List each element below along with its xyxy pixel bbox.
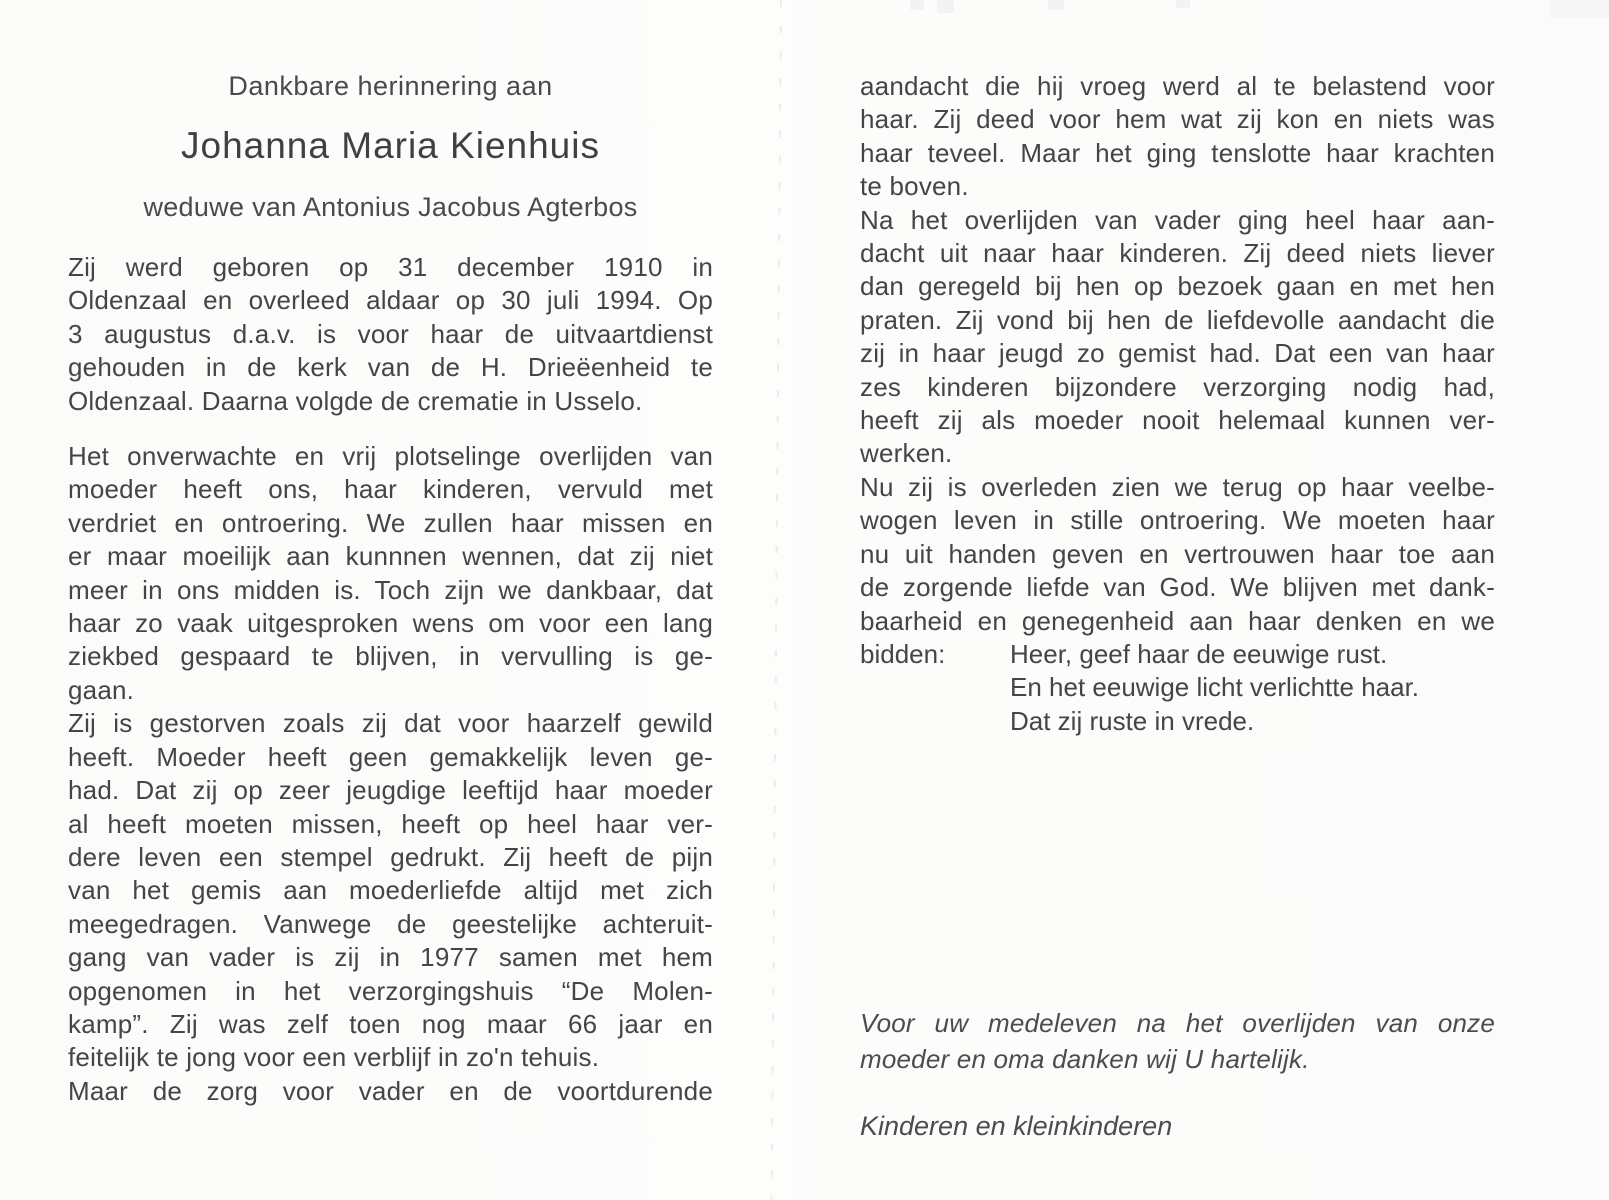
text-line: Het onverwachte en vrij plotselinge overlijden van	[68, 441, 713, 472]
scan-artifact	[1048, 0, 1064, 10]
text-line: moeder heeft ons, haar kinderen, vervuld met	[68, 474, 713, 505]
scan-artifact	[910, 0, 924, 10]
text-line: al heeft moeten missen, heeft op heel haar ver-	[68, 808, 713, 839]
text-line: zes kinderen bijzondere verzorging nodig had,	[860, 371, 1495, 402]
text-line: heeft. Moeder heeft geen gemakkelijk leven ge-	[68, 741, 713, 772]
text-line: verdriet en ontroering. We zullen haar missen en	[68, 507, 713, 538]
text-line: Oldenzaal en overleed aldaar op 30 juli 1994. Op	[68, 285, 713, 316]
prayer-line: Dat zij ruste in vrede.	[1010, 705, 1255, 736]
text-line: opgenomen in het verzorgingshuis “De Molen-	[68, 975, 713, 1006]
text-line: haar. Zij deed voor hem wat zij kon en niets was	[860, 104, 1495, 135]
signature-line: Kinderen en kleinkinderen	[860, 1111, 1173, 1142]
left-body-paragraph	[68, 440, 713, 1108]
text-line: meer in ons midden is. Toch zijn we dankbaar, dat	[68, 574, 713, 605]
text-line: kamp”. Zij was zelf toen nog maar 66 jaar en	[68, 1008, 713, 1039]
text-line: Voor uw medeleven na het overlijden van onze	[860, 1008, 1495, 1039]
text-line: moeder en oma danken wij U hartelijk.	[860, 1044, 1310, 1075]
scan-artifact	[1550, 0, 1609, 18]
text-line: meegedragen. Vanwege de geestelijke achteruit-	[68, 908, 713, 939]
text-line: zij in haar jeugd zo gemist had. Dat een van haar	[860, 338, 1495, 369]
prayer-intro-line	[860, 638, 1495, 671]
prayer-line: En het eeuwige licht verlichtte haar.	[1010, 672, 1420, 703]
text-line: de zorgende liefde van God. We blijven met dank-	[860, 572, 1495, 603]
right-page	[860, 70, 1495, 1143]
text-line: wogen leven in stille ontroering. We moeten haar	[860, 505, 1495, 536]
fold-line	[771, 0, 782, 1200]
text-line: haar teveel. Maar het ging tenslotte haar krachten	[860, 137, 1495, 168]
text-line: van het gemis aan moederliefde altijd met zich	[68, 875, 713, 906]
right-body-paragraph	[860, 70, 1495, 638]
left-page	[68, 70, 713, 1108]
text-line: baarheid en genegenheid aan haar denken en we	[860, 605, 1495, 636]
text-line: dere leven een stempel gedrukt. Zij heeft de pijn	[68, 841, 713, 872]
text-line: dan geregeld bij hen op bezoek gaan en met hen	[860, 271, 1495, 302]
prayer-block	[860, 638, 1495, 738]
text-line: Maar de zorg voor vader en de voortdurende	[68, 1075, 713, 1106]
text-line: werken.	[860, 438, 953, 469]
text-line: Zij werd geboren op 31 december 1910 in	[68, 252, 713, 282]
text-line: dacht uit naar haar kinderen. Zij deed niets liever	[860, 238, 1495, 269]
prayer-line: Heer, geef haar de eeuwige rust.	[1010, 638, 1388, 669]
text-line: gaan.	[68, 674, 135, 705]
text-line: gehouden in de kerk van de H. Drieëenheid te	[68, 352, 713, 383]
text-line: Oldenzaal. Daarna volgde de crematie in Usselo.	[68, 385, 643, 416]
text-line: aandacht die hij vroeg werd al te belastend voor	[860, 71, 1495, 101]
birth-death-paragraph	[68, 251, 713, 418]
scan-artifact	[1176, 0, 1190, 8]
text-line: er maar moeilijk aan kunnnen wennen, dat zij niet	[68, 541, 713, 572]
text-line: Zij is gestorven zoals zij dat voor haarzelf gewild	[68, 708, 713, 739]
text-line: Na het overlijden van vader ging heel haar aan-	[860, 204, 1495, 235]
text-line: 3 augustus d.a.v. is voor haar de uitvaartdienst	[68, 318, 713, 349]
text-line: heeft zij als moeder nooit helemaal kunnen ver-	[860, 405, 1495, 436]
text-line: feitelijk te jong voor een verblijf in zo'n tehuis.	[68, 1042, 600, 1073]
text-line: gang van vader is zij in 1977 samen met hem	[68, 942, 713, 973]
scan-artifact	[937, 0, 954, 13]
widow-subtitle: weduwe van Antonius Jacobus Agterbos	[143, 192, 638, 222]
page-title: Dankbare herinnering aan	[228, 71, 553, 101]
thanks-paragraph	[860, 1005, 1495, 1077]
text-line: had. Dat zij op zeer jeugdige leeftijd haar moeder	[68, 775, 713, 806]
text-line: ziekbed gespaard te blijven, in vervulling is ge-	[68, 641, 713, 672]
text-line: Nu zij is overleden zien we terug op haar veelbe-	[860, 471, 1495, 502]
text-line: praten. Zij vond bij hen de liefdevolle aandacht die	[860, 304, 1495, 335]
deceased-name: Johanna Maria Kienhuis	[181, 125, 600, 166]
text-line: te boven.	[860, 171, 969, 202]
prayer-label: bidden:	[860, 638, 946, 669]
text-line: nu uit handen geven en vertrouwen haar toe aan	[860, 538, 1495, 569]
text-line: haar zo vaak uitgesproken wens om voor een lang	[68, 608, 713, 639]
